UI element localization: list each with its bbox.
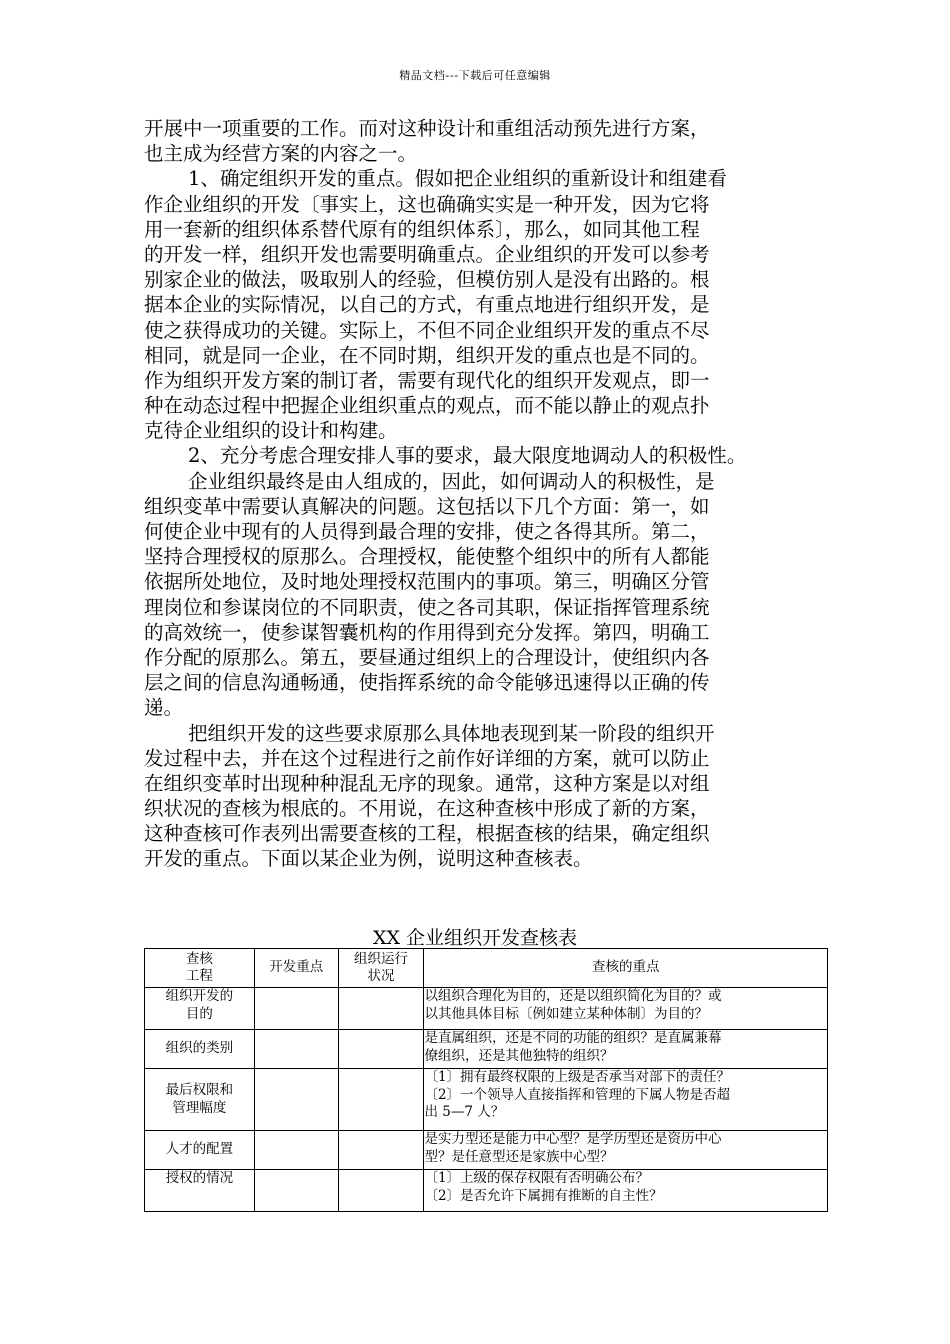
header-text: 工程 bbox=[185, 968, 213, 984]
paragraph bbox=[144, 469, 796, 721]
header-text: 组织运行 bbox=[354, 950, 409, 967]
text-line: 别家企业的做法，吸取别人的经验，但模仿别人是没有出路的。根 bbox=[144, 268, 710, 292]
text-line: 相同，就是同一企业，在不同时期，组织开发的重点也是不同的。 bbox=[144, 343, 710, 367]
cell-text: 组织开发的 bbox=[165, 988, 234, 1004]
cell-item bbox=[145, 1030, 255, 1069]
cell-points bbox=[424, 1170, 828, 1212]
text-line: 何使企业中现有的人员得到最合理的安排，使之各得其所。第二， bbox=[144, 520, 710, 543]
paragraph bbox=[144, 443, 796, 468]
text-line: 也主成为经营方案的内容之一。 bbox=[144, 142, 418, 166]
text-line: 2、充分考虑合理安排人事的要求，最大限度地调动人的积极性。 bbox=[188, 444, 747, 468]
cell-text: 是直属组织，还是不同的功能的组织？是直属兼幕 bbox=[424, 1030, 722, 1046]
header-text: 状况 bbox=[367, 968, 395, 984]
table-row bbox=[145, 1131, 828, 1170]
header-key bbox=[254, 949, 338, 988]
cell-key bbox=[254, 988, 338, 1030]
paragraph bbox=[144, 721, 796, 872]
text-line: 发过程中去，并在这个过程进行之前作好详细的方案，就可以防止 bbox=[144, 746, 710, 770]
cell-status bbox=[338, 1069, 424, 1131]
cell-text: 〔1〕上级的保存权限有否明确公布？ bbox=[424, 1170, 650, 1186]
cell-text: 目的 bbox=[185, 1005, 213, 1022]
text-line: 据本企业的实际情况，以自己的方式，有重点地进行组织开发，是 bbox=[144, 293, 710, 317]
text-line: 理岗位和参谋岗位的不同职责，使之各司其职，保证指挥管理系统 bbox=[144, 595, 710, 619]
table-row bbox=[145, 1069, 828, 1131]
header-points bbox=[424, 949, 828, 988]
text-line: 企业组织最终是由人组成的，因此，如何调动人的积极性，是 bbox=[188, 469, 715, 493]
cell-status bbox=[338, 1030, 424, 1069]
text-line: 克待企业组织的设计和构建。 bbox=[144, 419, 398, 443]
cell-item bbox=[145, 1170, 255, 1212]
header-item bbox=[145, 949, 255, 988]
text-line: 组织变革中需要认真解决的问题。这包括以下几个方面：第一，如 bbox=[144, 494, 710, 518]
text-line: 织状况的查核为根底的。不用说，在这种查核中形成了新的方案， bbox=[144, 797, 710, 821]
cell-text: 〔2〕一个领导人直接指挥和管理的下属人物是否超 bbox=[424, 1086, 731, 1103]
text-line: 用一套新的组织体系替代原有的组织体系〕，那么，如同其他工程 bbox=[144, 217, 700, 241]
text-line: 作为组织开发方案的制订者，需要有现代化的组织开发观点，即一 bbox=[144, 368, 710, 392]
text-line: 坚持合理授权的原那么。合理授权，能使整个组织中的所有人都能 bbox=[144, 545, 710, 569]
header-status bbox=[338, 949, 424, 988]
text-line: 在组织变革时出现种种混乱无序的现象。通常，这种方案是以对组 bbox=[144, 771, 710, 795]
cell-text: 僚组织，还是其他独特的组织？ bbox=[424, 1047, 614, 1064]
cell-item bbox=[145, 1131, 255, 1170]
cell-item bbox=[145, 1069, 255, 1131]
cell-status bbox=[338, 1131, 424, 1170]
cell-text: 人才的配置 bbox=[165, 1141, 234, 1158]
cell-text: 授权的情况 bbox=[165, 1170, 234, 1186]
header-text: 查核的重点 bbox=[591, 959, 660, 976]
paragraph bbox=[144, 116, 796, 166]
cell-points bbox=[424, 1030, 828, 1069]
text-line: 递。 bbox=[144, 696, 184, 720]
header-text: 查核 bbox=[185, 950, 213, 967]
cell-text: 型？是任意型还是家族中心型？ bbox=[424, 1148, 614, 1165]
cell-status bbox=[338, 1170, 424, 1212]
text-line: 的高效统一，使参谋智囊机构的作用得到充分发挥。第四，明确工 bbox=[144, 620, 710, 644]
cell-text: 最后权限和 bbox=[165, 1082, 234, 1098]
text-line: 开发的重点。下面以某企业为例，说明这种查核表。 bbox=[144, 847, 593, 871]
table-row bbox=[145, 1030, 828, 1069]
text-line: 作分配的原那么。第五，要昼通过组织上的合理设计，使组织内各 bbox=[144, 645, 710, 669]
cell-key bbox=[254, 1131, 338, 1170]
cell-text: 以组织合理化为目的，还是以组织简化为目的？或 bbox=[424, 988, 722, 1004]
text-line: 开展中一项重要的工作。而对这种设计和重组活动预先进行方案， bbox=[144, 117, 710, 140]
table-title: XX 企业组织开发查核表 bbox=[372, 927, 578, 949]
text-line: 这种查核可作表列出需要查核的工程，根据查核的结果，确定组织 bbox=[144, 822, 710, 846]
paragraph bbox=[144, 166, 796, 443]
cell-text: 出 5—7 人？ bbox=[424, 1104, 505, 1120]
cell-points bbox=[424, 988, 828, 1030]
cell-key bbox=[254, 1030, 338, 1069]
table-row bbox=[145, 1170, 828, 1212]
cell-text: 以其他具体目标〔例如建立某种体制〕为目的？ bbox=[424, 1005, 708, 1022]
text-line: 依据所处地位，及时地处理授权范围内的事项。第三，明确区分管 bbox=[144, 570, 710, 594]
text-line: 把组织开发的这些要求原那么具体地表现到某一阶段的组织开 bbox=[188, 721, 715, 745]
text-line: 作企业组织的开发〔事实上，这也确确实实是一种开发，因为它将 bbox=[144, 192, 710, 216]
cell-text: 管理幅度 bbox=[172, 1099, 227, 1116]
text-line: 使之获得成功的关键。实际上，不但不同企业组织开发的重点不尽 bbox=[144, 318, 710, 342]
table-header-row bbox=[145, 949, 828, 988]
cell-points bbox=[424, 1131, 828, 1170]
text-line: 种在动态过程中把握企业组织重点的观点，而不能以静止的观点扑 bbox=[144, 394, 710, 418]
body-text bbox=[144, 116, 796, 872]
text-line: 层之间的信息沟通畅通，使指挥系统的命令能够迅速得以正确的传 bbox=[144, 671, 710, 695]
check-table bbox=[144, 948, 828, 1212]
cell-status bbox=[338, 988, 424, 1030]
cell-points bbox=[424, 1069, 828, 1131]
cell-text: 〔2〕是否允许下属拥有推断的自主性？ bbox=[424, 1187, 663, 1204]
text-line: 1、确定组织开发的重点。假如把企业组织的重新设计和组建看 bbox=[188, 167, 727, 191]
cell-text: 是实力型还是能力中心型？是学历型还是资历中心 bbox=[424, 1131, 722, 1147]
cell-key bbox=[254, 1069, 338, 1131]
header-text: 开发重点 bbox=[269, 959, 324, 976]
cell-text: 〔1〕拥有最终权限的上级是否承当对部下的责任？ bbox=[424, 1069, 731, 1085]
page-header: 精品文档---下载后可任意编辑 bbox=[399, 69, 551, 82]
table-row bbox=[145, 988, 828, 1030]
cell-text: 组织的类别 bbox=[165, 1040, 234, 1057]
text-line: 的开发一样，组织开发也需要明确重点。企业组织的开发可以参考 bbox=[144, 242, 710, 266]
cell-key bbox=[254, 1170, 338, 1212]
cell-item bbox=[145, 988, 255, 1030]
